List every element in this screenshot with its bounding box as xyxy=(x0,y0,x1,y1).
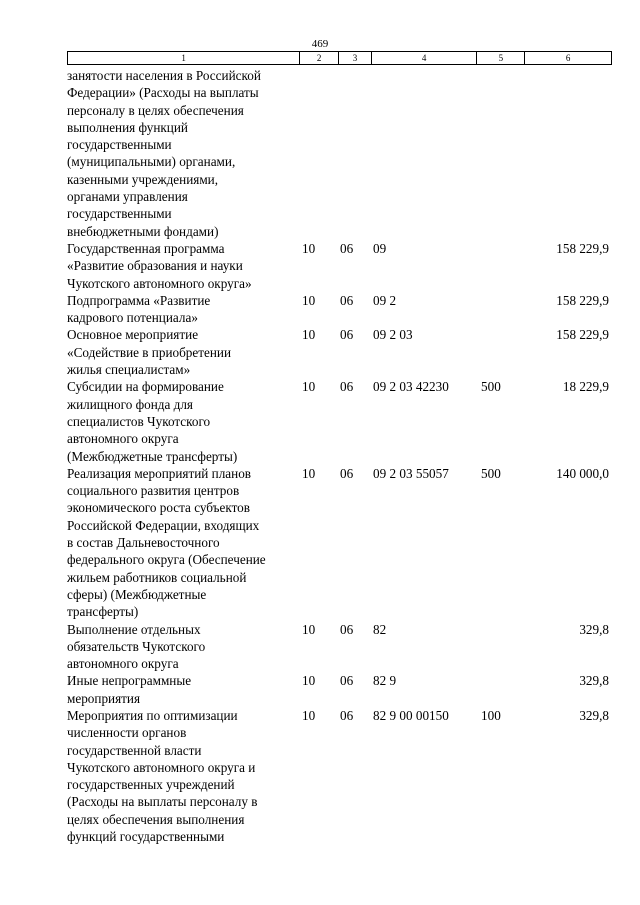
row-section: 10 xyxy=(302,465,316,481)
row-section: 10 xyxy=(302,240,316,256)
row-name: Субсидии на формирование жилищного фонда для специалистов Чукотского автономного округа (Межбюджетные трансферты) xyxy=(67,379,238,464)
row-name: Подпрограмма «Развитие кадрового потенциала» xyxy=(67,292,211,326)
row-subsection: 06 xyxy=(340,465,354,481)
table-row xyxy=(67,465,612,621)
row-section: 10 xyxy=(302,621,316,637)
row-target-code: 09 2 03 xyxy=(373,327,413,343)
table-row xyxy=(67,292,612,327)
header-col-5: 5 xyxy=(477,52,525,64)
row-amount: 329,8 xyxy=(579,673,609,689)
row-name: Мероприятия по оптимизации численности органов государственной власти Чукотского автономного округа и государственных учреждений (Расходы на выплаты персоналу в целях обеспечения выполнения функций государственными xyxy=(67,707,258,845)
row-amount: 158 229,9 xyxy=(556,292,609,308)
page-number: 469 xyxy=(311,38,329,50)
header-col-2: 2 xyxy=(300,52,339,64)
row-name: занятости населения в Российской Федерации» (Расходы на выплаты персоналу в целях обеспечения выполнения функций государственными (муниципальными) органами, казенными учреждениями, органами управления государственными внебюджетными фондами) xyxy=(67,68,261,239)
header-col-4: 4 xyxy=(372,52,478,64)
row-subsection: 06 xyxy=(340,240,354,256)
row-amount: 329,8 xyxy=(579,707,609,723)
row-target-code: 82 xyxy=(373,621,387,637)
table-row xyxy=(67,707,612,845)
table-row xyxy=(67,378,612,464)
table-row xyxy=(67,326,612,378)
row-target-code: 09 2 03 42230 xyxy=(373,379,449,395)
row-section: 10 xyxy=(302,673,316,689)
row-target-code: 09 2 xyxy=(373,292,397,308)
row-expense-type: 500 xyxy=(481,379,501,395)
row-amount: 158 229,9 xyxy=(556,327,609,343)
row-section: 10 xyxy=(302,379,316,395)
row-amount: 140 000,0 xyxy=(556,465,609,481)
row-name: Основное мероприятие «Содействие в приобретении жилья специалистам» xyxy=(67,327,232,378)
row-subsection: 06 xyxy=(340,292,354,308)
row-name: Выполнение отдельных обязательств Чукотского автономного округа xyxy=(67,621,206,672)
table-header xyxy=(67,51,612,65)
row-amount: 329,8 xyxy=(579,621,609,637)
row-name: Иные непрограммные мероприятия xyxy=(67,673,192,706)
row-name: Реализация мероприятий планов социального развития центров экономического роста субъектов Российской Федерации, входящих в состав Дальневосточного федерального округа (Обеспечение жильем работников социальной сферы) (Межбюджетные трансферты) xyxy=(67,465,266,620)
table-row xyxy=(67,240,612,292)
row-target-code: 82 9 00 00150 xyxy=(373,707,449,723)
row-section: 10 xyxy=(302,707,316,723)
table-row xyxy=(67,672,612,707)
table-row xyxy=(67,67,612,240)
table-body xyxy=(67,67,612,845)
row-section: 10 xyxy=(302,292,316,308)
header-col-1: 1 xyxy=(68,52,300,64)
row-amount: 18 229,9 xyxy=(562,379,609,395)
row-subsection: 06 xyxy=(340,327,354,343)
row-subsection: 06 xyxy=(340,707,354,723)
row-target-code: 09 xyxy=(373,240,387,256)
row-expense-type: 100 xyxy=(481,707,501,723)
row-subsection: 06 xyxy=(340,379,354,395)
row-subsection: 06 xyxy=(340,621,354,637)
row-name: Государственная программа «Развитие образования и науки Чукотского автономного округа» xyxy=(67,240,252,291)
table-row xyxy=(67,621,612,673)
row-target-code: 82 9 xyxy=(373,673,397,689)
row-amount: 158 229,9 xyxy=(556,240,609,256)
row-expense-type: 500 xyxy=(481,465,501,481)
row-target-code: 09 2 03 55057 xyxy=(373,465,449,481)
row-section: 10 xyxy=(302,327,316,343)
header-col-3: 3 xyxy=(339,52,372,64)
row-subsection: 06 xyxy=(340,673,354,689)
header-col-6: 6 xyxy=(565,53,571,63)
